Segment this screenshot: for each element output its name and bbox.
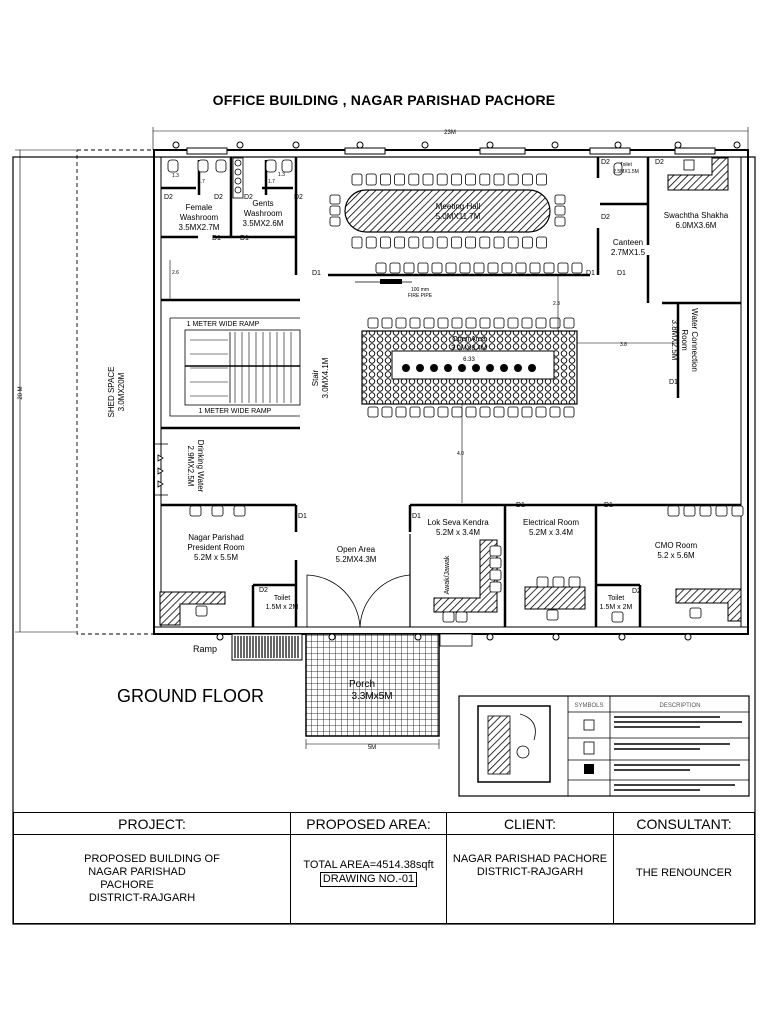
chair [516, 263, 526, 273]
electrical-panel [525, 587, 585, 609]
svg-text:D1: D1 [240, 235, 249, 242]
chair [456, 612, 467, 622]
plant-icon [472, 364, 480, 372]
svg-text:5M: 5M [367, 745, 377, 751]
consultant-header: CONSULTANT: [614, 813, 755, 835]
svg-text:D2: D2 [259, 587, 268, 594]
chair [410, 318, 420, 328]
chair [547, 610, 558, 620]
toilet-left-label: Toilet 1.5M x 2M [265, 595, 299, 611]
chair [424, 407, 434, 417]
svg-text:D1: D1 [212, 235, 221, 242]
chair [564, 407, 574, 417]
svg-text:D1: D1 [669, 379, 678, 386]
top-windows [173, 142, 740, 154]
chair [522, 407, 532, 417]
area-header: PROPOSED AREA: [291, 813, 447, 835]
meeting-hall-label: Meeting Hall 5.0MX11.7M [435, 202, 481, 221]
svg-text:D1: D1 [604, 502, 613, 509]
chair [508, 174, 518, 185]
chair [437, 237, 447, 248]
chair [668, 506, 679, 516]
chair [352, 174, 362, 185]
drinking-water-label: Drinking Water2.9MX2.5M [186, 439, 205, 493]
chair [555, 195, 565, 204]
chair [536, 318, 546, 328]
chair [553, 577, 564, 587]
chair [466, 318, 476, 328]
chair [490, 570, 501, 580]
chair [555, 217, 565, 226]
chair [443, 612, 454, 622]
chair [716, 506, 727, 516]
president-desk [160, 592, 225, 625]
chair [330, 206, 340, 215]
chair [494, 318, 504, 328]
svg-text:6.33: 6.33 [463, 357, 475, 363]
chair [502, 263, 512, 273]
chair [380, 237, 390, 248]
svg-text:D2: D2 [214, 194, 223, 201]
chair [488, 263, 498, 273]
chair [564, 318, 574, 328]
chair [494, 174, 504, 185]
chair [196, 606, 207, 616]
fire-pipe-label: 100 mm FIRE PIPE [407, 287, 433, 299]
chair [530, 263, 540, 273]
swachtha-desk [668, 158, 728, 190]
project-header: PROJECT: [14, 813, 291, 835]
stair-label: Stair3.0MX4.1M [311, 357, 330, 399]
plant-icon [514, 364, 522, 372]
chair [437, 174, 447, 185]
chair [550, 318, 560, 328]
chair [330, 217, 340, 226]
chair [508, 237, 518, 248]
svg-text:1.7: 1.7 [198, 179, 205, 185]
chair [446, 263, 456, 273]
svg-text:D2: D2 [632, 588, 641, 595]
fire-pipe [380, 279, 402, 284]
chair [390, 263, 400, 273]
chair [494, 237, 504, 248]
chair [451, 174, 461, 185]
chair [395, 174, 405, 185]
height-dimension: 20 M [18, 386, 24, 400]
plant-icon [444, 364, 452, 372]
svg-text:D2: D2 [601, 159, 610, 166]
chair [537, 577, 548, 587]
plant-icon [500, 364, 508, 372]
chair [418, 263, 428, 273]
svg-text:D2: D2 [164, 194, 173, 201]
svg-text:D2: D2 [601, 214, 610, 221]
chair [569, 577, 580, 587]
chair [409, 174, 419, 185]
chair [438, 407, 448, 417]
svg-text:1.3: 1.3 [278, 172, 285, 178]
chair [380, 174, 390, 185]
svg-text:D1: D1 [298, 513, 307, 520]
svg-text:4.0: 4.0 [457, 451, 464, 457]
chair [508, 318, 518, 328]
chair [366, 237, 376, 248]
chair [490, 582, 501, 592]
gents-washroom-label: Gents Washroom 3.5MX2.6M [242, 199, 284, 228]
chair [537, 237, 547, 248]
chair [404, 263, 414, 273]
chair [522, 237, 532, 248]
chair [424, 318, 434, 328]
chair [395, 237, 405, 248]
lok-seva-label: Lok Seva Kendra 5.2M x 3.4M [427, 518, 489, 537]
chair [690, 608, 701, 618]
chair [368, 318, 378, 328]
chair [550, 407, 560, 417]
chair [330, 195, 340, 204]
svg-text:D1: D1 [312, 270, 321, 277]
chair [572, 263, 582, 273]
chair [452, 318, 462, 328]
porch-label: Porch 3.3Mx5M [348, 679, 393, 702]
chair [555, 206, 565, 215]
cmo-room-label: CMO Room 5.2 x 5.6M [654, 541, 698, 560]
chair [382, 407, 392, 417]
chair [684, 506, 695, 516]
chair [466, 174, 476, 185]
chair [522, 318, 532, 328]
female-washroom-label: Female Washroom 3.5MX2.7M [178, 203, 220, 232]
ramp-bottom-label: 1 METER WIDE RAMP [198, 408, 272, 415]
svg-text:1.3: 1.3 [172, 173, 179, 179]
page-title: OFFICE BUILDING , NAGAR PARISHAD PACHORE [212, 92, 556, 108]
chair [409, 237, 419, 248]
svg-text:SYMBOLS: SYMBOLS [574, 703, 604, 709]
plant-icon [458, 364, 466, 372]
water-connection-label: Water ConnectionRoom3.8MX2.5M [670, 308, 699, 372]
plant-icon [430, 364, 438, 372]
open-area-top-label: Open Area 3.0MX8.4M [451, 336, 487, 352]
staircase [185, 330, 300, 405]
chair [234, 506, 245, 516]
cmo-desk [676, 589, 741, 621]
svg-text:D2: D2 [244, 194, 253, 201]
chair [612, 612, 623, 622]
title-block [13, 812, 755, 924]
meeting-table [345, 190, 550, 232]
chair [536, 407, 546, 417]
chair [537, 174, 547, 185]
plant-icon [486, 364, 494, 372]
main-entrance [307, 575, 410, 627]
plant-icon [402, 364, 410, 372]
shed-label: SHED SPACE3.0MX20M [107, 366, 126, 418]
chair [558, 263, 568, 273]
chair [732, 506, 743, 516]
chair [423, 237, 433, 248]
chair [410, 407, 420, 417]
toilet-right-label: Toilet 1.5M x 2M [599, 595, 633, 611]
consultant-cell: THE RENOUNCER [614, 835, 755, 924]
chair [376, 263, 386, 273]
swachtha-label: Swachtha Shakha 6.0MX3.6M [663, 211, 729, 230]
chair [480, 407, 490, 417]
chair [544, 263, 554, 273]
client-cell: NAGAR PARISHAD PACHORE DISTRICT-RAJGARH [447, 835, 614, 924]
canteen-label: Canteen 2.7MX1.5 [610, 238, 646, 257]
chair [366, 174, 376, 185]
chair [480, 174, 490, 185]
floor-label: GROUND FLOOR [117, 686, 265, 706]
svg-text:D1: D1 [412, 513, 421, 520]
svg-text:2.3: 2.3 [553, 301, 560, 307]
chair [190, 506, 201, 516]
project-cell: PROPOSED BUILDING OF NAGAR PARISHAD PACHORE DISTRICT-RAJGARH [14, 835, 291, 924]
chair [352, 237, 362, 248]
awak-jawak-label: Awak/Jawak [444, 555, 451, 595]
chair [474, 263, 484, 273]
svg-text:DESCRIPTION: DESCRIPTION [659, 703, 701, 709]
chair [466, 237, 476, 248]
chair [480, 318, 490, 328]
svg-text:D1: D1 [617, 270, 626, 277]
chair [396, 318, 406, 328]
svg-text:D1: D1 [586, 270, 595, 277]
chair [508, 407, 518, 417]
width-dimension: 23M [444, 130, 456, 136]
area-cell: TOTAL AREA=4514.38sqft DRAWING NO.-01 [291, 835, 447, 924]
chair [700, 506, 711, 516]
plant-icon [528, 364, 536, 372]
dimension-left [15, 150, 76, 632]
svg-text:3.8: 3.8 [620, 342, 627, 348]
client-header: CLIENT: [447, 813, 614, 835]
svg-text:D2: D2 [655, 159, 664, 166]
chair [452, 407, 462, 417]
chair [480, 237, 490, 248]
chair [490, 546, 501, 556]
chair [438, 318, 448, 328]
toilet-top-label: Toilet 2.5MX1.5M [613, 162, 639, 175]
chair [494, 407, 504, 417]
chair [423, 174, 433, 185]
legend-box [459, 696, 749, 796]
chair [466, 407, 476, 417]
chair [382, 318, 392, 328]
plant-icon [416, 364, 424, 372]
svg-text:D2: D2 [294, 194, 303, 201]
svg-text:D1: D1 [516, 502, 525, 509]
ramp-label: Ramp [192, 644, 218, 654]
chair [432, 263, 442, 273]
drawing-number: DRAWING NO.-01 [320, 872, 417, 887]
chair [451, 237, 461, 248]
electrical-room-label: Electrical Room 5.2M x 3.4M [522, 518, 580, 537]
svg-text:1.7: 1.7 [268, 179, 275, 185]
ramp-top-label: 1 METER WIDE RAMP [186, 321, 260, 328]
chair [522, 174, 532, 185]
chair [490, 558, 501, 568]
chair [396, 407, 406, 417]
open-area-bottom-label: Open Area 5.2MX4.3M [335, 545, 377, 564]
chair [460, 263, 470, 273]
chair [368, 407, 378, 417]
president-room-label: Nagar Parishad President Room 5.2M x 5.5M [187, 533, 245, 562]
svg-text:2.6: 2.6 [172, 270, 179, 276]
chair [212, 506, 223, 516]
